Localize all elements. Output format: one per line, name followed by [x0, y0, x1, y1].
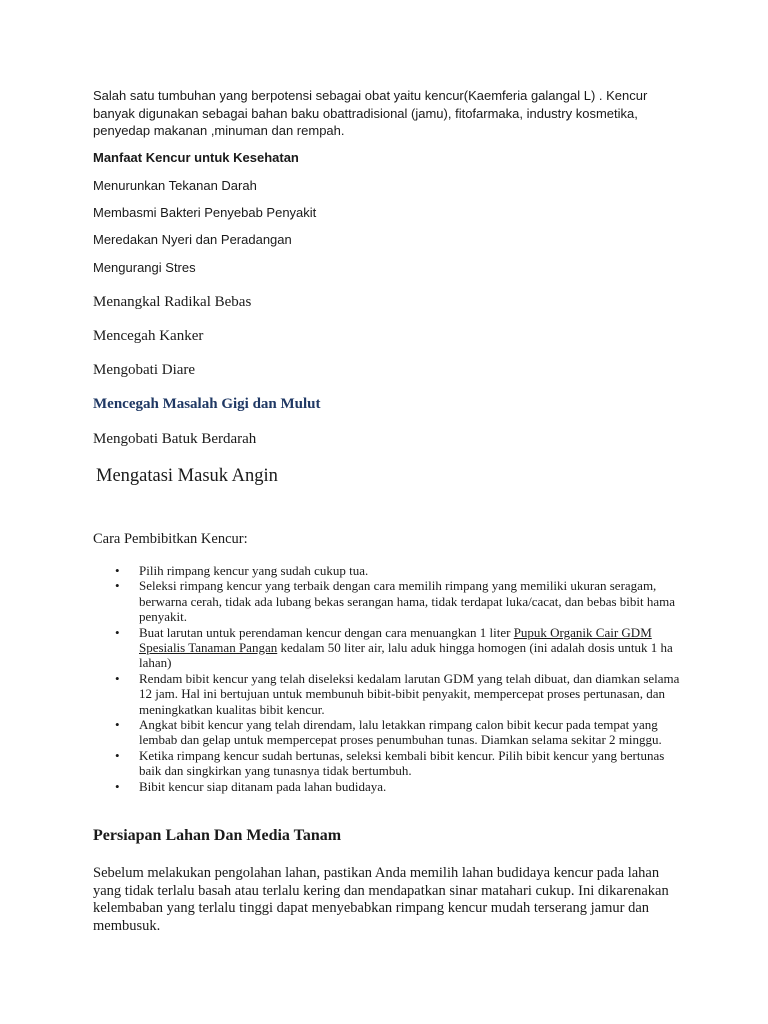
list-item: • Pilih rimpang kencur yang sudah cukup tua.: [115, 563, 369, 578]
bullet-icon: •: [115, 624, 120, 640]
intro-paragraph: Salah satu tumbuhan yang berpotensi sebagai obat yaitu kencur(Kaemferia galangal L) . Kencur banyak digunakan sebagai bahan baku obattradisional (jamu), fitofarmaka, industry kosmetika, penyedap makanan ,minuman dan rempah.: [93, 88, 648, 138]
bullet-icon: •: [115, 778, 120, 794]
cara-steps-list: [93, 563, 683, 794]
persiapan-heading: Persiapan Lahan Dan Media Tanam: [93, 827, 342, 844]
list-item: • Buat larutan untuk perendaman kencur dengan cara menuangkan 1 liter Pupuk Organik Cair GDM Spesialis Tanaman Pangan kedalam 50 liter air, lalu aduk hingga homogen (ini adalah dosis untuk 1 ha lahan): [115, 624, 673, 671]
benefit-item: Menurunkan Tekanan Darah: [93, 178, 257, 193]
list-item: • Seleksi rimpang kencur yang terbaik dengan cara memilih rimpang yang memiliki ukuran seragam, berwarna cerah, tidak ada lubang bekas serangan hama, tidak terdapat luka/cacat, dan bebas bibit hama penyakit.: [115, 578, 676, 625]
benefit-item: Mengobati Batuk Berdarah: [93, 431, 257, 447]
benefit-item: Mengobati Diare: [93, 362, 196, 378]
benefit-item: Mencegah Kanker: [93, 328, 204, 344]
benefit-item: Menangkal Radikal Bebas: [93, 294, 252, 310]
list-item: • Angkat bibit kencur yang telah direndam, lalu letakkan rimpang calon bibit kecur pada tempat yang lembab dan gelap untuk mempercepat proses penumbuhan tunas. Diamkan selama sekitar 2 minggu.: [115, 717, 662, 748]
benefit-item-highlight: Mencegah Masalah Gigi dan Mulut: [93, 396, 321, 412]
list-item: • Rendam bibit kencur yang telah diseleksi kedalam larutan GDM yang telah dibuat, dan diamkan selama 12 jam. Hal ini bertujuan untuk membunuh bibit-bibit penyakit, mempercepat proses pertunasan, dan meningkatkan kualitas bibit kencur.: [115, 670, 680, 717]
persiapan-paragraph: Sebelum melakukan pengolahan lahan, pastikan Anda memilih lahan budidaya kencur pada lahan yang tidak terlalu basah atau terlalu kering dan mendapatkan sinar matahari cukup. Ini dikarenakan kelembaban yang terlalu tinggi dapat menyebabkan rimpang kencur mudah terserang jamur dan membusuk.: [93, 865, 669, 934]
benefit-item-large: Mengatasi Masuk Angin: [96, 466, 278, 486]
bullet-icon: •: [115, 717, 120, 733]
pupuk-link[interactable]: Pupuk Organik Cair GDM Spesialis Tanaman Pangan: [139, 624, 652, 656]
benefit-item: Mengurangi Stres: [93, 260, 196, 275]
benefits-heading: Manfaat Kencur untuk Kesehatan: [93, 150, 299, 165]
list-item: • Bibit kencur siap ditanam pada lahan budidaya.: [115, 778, 387, 794]
benefit-item: Meredakan Nyeri dan Peradangan: [93, 232, 292, 247]
bullet-icon: •: [115, 578, 120, 594]
benefit-item: Membasmi Bakteri Penyebab Penyakit: [93, 205, 317, 220]
bullet-icon: •: [115, 563, 120, 578]
list-item: • Ketika rimpang kencur sudah bertunas, seleksi kembali bibit kencur. Pilih bibit kencur yang bertunas baik dan singkirkan yang tunasnya tidak bertumbuh.: [115, 747, 665, 779]
cara-heading: Cara Pembibitkan Kencur:: [93, 531, 248, 547]
bullet-icon: •: [115, 670, 120, 686]
bullet-icon: •: [115, 747, 120, 763]
